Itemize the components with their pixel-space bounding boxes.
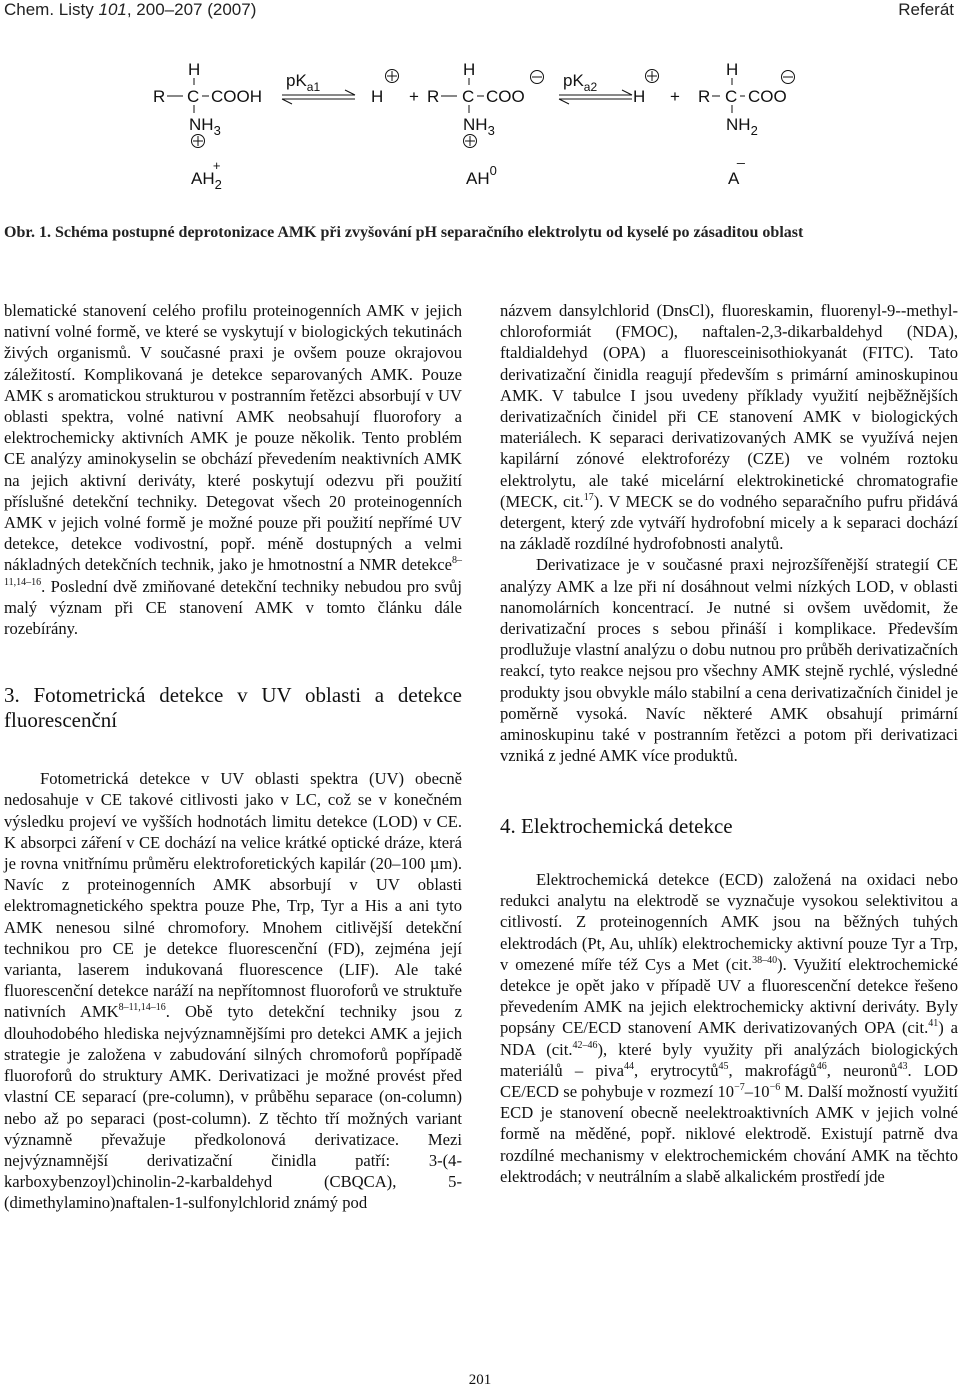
label-cooh: COOH — [211, 87, 262, 106]
minus-charge-icon — [782, 71, 795, 84]
pka1-label — [286, 71, 320, 94]
pk-text: pK — [563, 71, 584, 90]
label-r: R — [153, 87, 166, 106]
plus-charge-icon — [464, 135, 477, 148]
label-h: H — [188, 60, 201, 79]
proton-h: H — [633, 87, 646, 106]
journal-citation — [4, 0, 256, 20]
section-heading-4: 4. Elektrochemická detekce — [500, 814, 733, 839]
pka1-sub: a1 — [306, 80, 321, 94]
species-cation — [153, 60, 262, 192]
exponent: −7 — [734, 1082, 745, 1093]
deprotonation-scheme — [0, 48, 960, 198]
paragraph — [500, 869, 958, 1187]
nh: NH — [463, 115, 488, 134]
column-left — [4, 300, 462, 1214]
label-a: A — [728, 169, 740, 188]
equilibrium-1 — [282, 71, 355, 104]
text-run: M. Další možností využití ECD je stanovení obecně neelektroaktivních AMK v jejich volné formě na měděné, popř. niklové elektrodě. Existují patrně dva rozdílné mechanismy v elektrochemickém chování AMK na těchto elektrodách; v neutrálním a slabě alkalickém prostředí jde — [500, 1082, 959, 1186]
citation-ref: 8–11,14–16 — [4, 555, 462, 588]
journal-name: Chem. Listy — [4, 0, 99, 19]
text-run: Fotometrická detekce v UV oblasti spektra (UV) obecně nedosahuje v CE takové citlivosti jako v LC, což se v konečném výsledku projeví ve vyšších hodnotách limitu detekce (LOD) v CE. K absorpci záření v CE dochází na velice krátké optické dráze, která je rovna vnitřnímu průměru elektroforetických kapilár (20–100 µm). Navíc z proteinogenních AMK absorbují v UV oblasti elektromagnetického spektra pouze Phe, Trp, Tyr a His a ani tyto AMK nenesou silné chromofory. Mnohem citlivější detekční technikou pro CE je detekce fluorescenční (FD), zejména její varianta, laserem indukovaná fluorescence (LIF). Ale také fluorescenční detekce naráží na nepřítomnost fluoroforů ve struktuře nativních AMK — [4, 769, 462, 1022]
paragraph — [4, 768, 462, 1213]
text-run: ), které byly využity při analýzách biologických materiálů – piva — [500, 1039, 958, 1080]
label-ah0 — [466, 163, 497, 188]
label-h: H — [726, 60, 739, 79]
ah0-sup: 0 — [489, 163, 497, 178]
section-heading-3: 3. Fotometrická detekce v UV oblasti a detekce fluorescenční — [4, 683, 462, 732]
plus-charge-icon — [192, 135, 205, 148]
label-nh2 — [726, 115, 758, 138]
species-zwitterion — [427, 60, 544, 188]
plus-sign: + — [409, 87, 419, 106]
text-run: blematické stanovení celého profilu proteinogenních AMK v jejich nativní volné formě, ve které se vyskytují v biologických tekutinách živých organismů. V současné praxi je ovšem pouze okrajovou záležitostí. Komplikovaná je detekce separovaných AMK. Pouze AMK s aromatickou strukturou v postranním řetězci absorbují v UV oblasti spektra, volné nativní AMK neobsahují fluorofory a elektrochemicky aktivních AMK je pouze několik. Tento problém CE analýzy aminokyselin se obchází převedením neaktivních AMK na jejich aktivní deriváty, které poskytují odezvu při použití příslušné detekční techniky. Detegovat všech 20 proteinogenních AMK v jejich volné formě je možné pouze při použití nepřímé UV detekce, detekce vodivostní, popř. méně dostupných a velmi nákladných detekčních technik, jako je hmotnostní a NMR detekce — [4, 301, 462, 575]
proton-2 — [633, 70, 680, 107]
text-run: . LOD CE/ECD se pohybuje v rozmezí 10 — [500, 1060, 958, 1101]
label-c: C — [187, 87, 200, 106]
label-a-charge: _ — [737, 148, 745, 164]
pka2-label — [563, 71, 597, 94]
citation-ref: 8–11,14–16 — [118, 1002, 166, 1014]
text-run: –10 — [744, 1082, 770, 1101]
label-r: R — [698, 87, 711, 106]
text-run: . Obě tyto detekční techniky jsou z dlouhodobého hlediska nejvýznamnějšími pro detekci AMK a jejich strategie je založena v zabudování silných chromoforů popřípadě fluoroforů do struktury AMK. Derivatizaci je možné provést před vlastní CE separací (pre-column), v průběhu separace (on-column) nebo až po separaci (post-column). Z těchto tří možných variant významně převažuje předkolonová derivatizace. Mezi nejvýznamnější derivatizační činidla patří: 3-(4-karboxybenzoyl)chinolin-2-karbaldehyd (CBQCA), 5-(dimethylamino)naftalen-1-sulfonylchlorid známý pod — [4, 1002, 463, 1213]
species-anion — [698, 60, 795, 188]
paragraph — [500, 554, 958, 766]
ah2-charge: + — [212, 158, 221, 173]
nh: NH — [726, 115, 751, 134]
text-run: . Poslední dvě zmiňované detekční techniky nebudou pro svůj malý význam při CE stanovení AMK v tomto článku dále rozebírány. — [4, 576, 462, 639]
nh-sub: 3 — [213, 123, 221, 138]
column-right — [500, 300, 958, 1187]
paragraph — [500, 300, 958, 554]
text-run: , neuronů — [826, 1060, 898, 1080]
label-c: C — [725, 87, 738, 106]
ah2-sub: 2 — [214, 177, 222, 192]
page-number: 201 — [468, 1372, 492, 1388]
nh-sub: 2 — [750, 123, 758, 138]
nh: NH — [189, 115, 214, 134]
text-run: Derivatizace je v současné praxi nejrozšířenější strategií CE analýzy AMK a lze při ní dosáhnout velmi nízkých LOD, v oblasti nanomolárních koncentrací. Je nutné si ovšem uvědomit, že derivatizační proces s sebou přináší i komplikace. Především prodlužuje vlastní analýzu o dobu nutnou pro průběh derivatizačních reakcí, tyto reakce nejsou pro všechny AMK stejně rychlé, výsledné produkty jsou obvykle málo stabilní a cena derivatizačních činidel je poměrně vysoká. Navíc některé AMK obsahují primární aminoskupinu také v postranním řetězci a potom při derivatizaci vzniká z jedné AMK více produktů. — [500, 555, 958, 766]
citation-ref: 17 — [583, 491, 594, 503]
citation-ref: 42–46 — [572, 1039, 598, 1051]
ah0-main: AH — [466, 169, 490, 188]
text-run: ). Využití elektrochemické detekce je opět jako v případě UV a fluorescenční detekce řešeno převedením AMK na jejich elektrochemicky aktivní deriváty. Byly popsány CE/ECD stanovení AMK derivatizovaných OPA (cit. — [500, 954, 958, 1038]
label-coo: COO — [486, 87, 525, 106]
ah2-main: AH — [191, 169, 215, 188]
pk-text: pK — [286, 71, 307, 90]
minus-charge-icon — [531, 71, 544, 84]
journal-volume: 101 — [98, 0, 127, 19]
label-c: C — [462, 87, 475, 106]
label-r: R — [427, 87, 440, 106]
citation-ref: 43 — [897, 1060, 908, 1072]
text-run: ). V MECK se do vodného separačního pufru přidává detergent, který zde vytváří hydrofobní micely a k separaci dochází na základě rozdílné hydrofobnosti analytů. — [500, 491, 958, 554]
plus-charge-icon — [386, 70, 399, 83]
citation-ref: 41 — [928, 1018, 939, 1030]
text-run: ) a NDA (cit. — [500, 1018, 958, 1059]
text-run: názvem dansylchlorid (DnsCl), fluoreskamin, fluorenyl-9--methyl-chloroformiát (FMOC), naftalen-2,3-dikarbaldehyd (NDA), ftaldialdehyd (OPA) a fluoresceinisothiokyanát (FITC). Tato derivatizační činidla reagují především s primární aminoskupinou AMK. V tabulce I jsou uvedeny příklady využití nejběžnějších derivatizačních činidel při CE stanovení AMK v biologických materiálech. K separaci derivatizovaných AMK se využívá nejen kapilární zónové elektroforézy (CZE) ve volném roztoku elektrolytu, ale také micelární elektrokinetické chromatografie (MECK, cit. — [500, 301, 958, 511]
label-nh3 — [189, 115, 221, 138]
citation-ref: 38–40 — [752, 954, 778, 966]
label-coo: COO — [748, 87, 787, 106]
plus-sign: + — [670, 87, 680, 106]
equilibrium-2 — [559, 71, 632, 104]
label-h: H — [463, 60, 476, 79]
figure-caption: Obr. 1. Schéma postupné deprotonizace AMK při zvyšování pH separačního elektrolytu od kyselé po zásaditou oblast — [4, 224, 804, 241]
pka2-sub: a2 — [583, 80, 598, 94]
text-run: , erytrocytů — [633, 1060, 719, 1080]
citation-ref: 45 — [718, 1060, 729, 1072]
citation-ref: 46 — [816, 1060, 827, 1072]
label-ah2 — [191, 158, 222, 192]
citation-ref: 44 — [623, 1060, 634, 1072]
plus-charge-icon — [646, 70, 659, 83]
journal-pages: , 200–207 (2007) — [126, 0, 257, 19]
proton-h: H — [371, 87, 384, 106]
text-run: , makrofágů — [728, 1060, 817, 1080]
text-run: Elektrochemická detekce (ECD) založená na oxidaci nebo redukci analytu na elektrodě se vyznačuje vysokou selektivitou a citlivostí. Z proteinogenních AMK jsou na běžných tuhých elektrodách (Pt, Au, uhlík) elektrochemicky aktivní pouze Tyr a Trp, v omezené míře též Cys a Met (cit. — [500, 869, 958, 974]
paragraph — [4, 300, 462, 639]
proton-1 — [371, 70, 419, 107]
nh-sub: 3 — [487, 123, 495, 138]
exponent: −6 — [769, 1082, 781, 1093]
article-type: Referát — [898, 0, 954, 19]
